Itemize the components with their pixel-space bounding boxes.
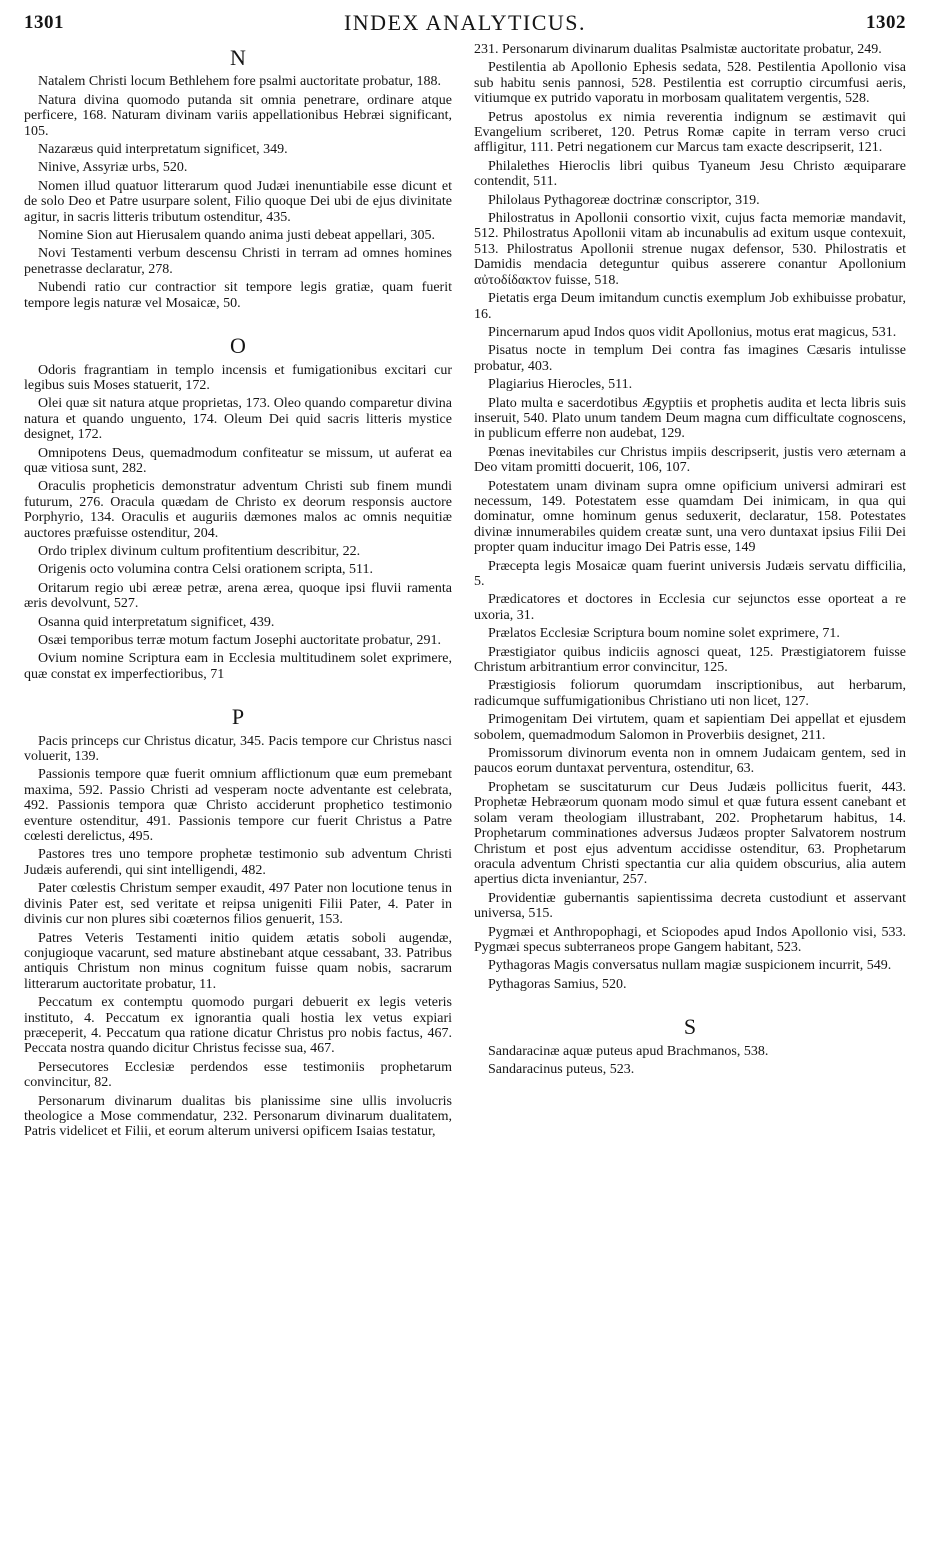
- index-entry: Odoris fragrantiam in templo incensis et fumigationibus excitari cur legibus suis Moses statuerit, 172.: [24, 362, 452, 393]
- index-entry: Pisatus nocte in templum Dei contra fas imagines Cæsaris intulisse probatur, 403.: [474, 343, 906, 374]
- index-entry: Nazaræus quid interpretatum significet, 349.: [38, 142, 288, 158]
- index-entry: Philalethes Hieroclis libri quibus Tyaneum Jesu Christo æquiparare contendit, 511.: [474, 158, 906, 190]
- index-entry: Petrus apostolus ex nimia reverentia indignum se æstimavit qui Evangelium scriberet, 120. Petrus Romæ capite in terram verso cruci affligitur, 111. Petri negationem cur Marcus tam exacte descripserit, 121.: [474, 109, 906, 156]
- section-letter: S: [683, 1014, 697, 1040]
- index-entry: Præstigiosis foliorum quorumdam inscriptionibus, aut herbarum, radicumque suffumigationibus Christiano uti non licet, 127.: [474, 678, 906, 709]
- section-gap: [474, 995, 906, 1011]
- right-column: [474, 42, 906, 1080]
- index-entry: Ordo triplex divinum cultum profitentium describitur, 22.: [38, 543, 361, 559]
- index-entry: Promissorum divinorum eventa non in omnem Judaicam gentem, sed in paucos eorum duntaxat perventura, ostenditur, 63.: [474, 746, 906, 777]
- index-entry: Pater cœlestis Christum semper exaudit, 497 Pater non locutione tenus in divinis Pater est, sed veritate et reipsa unigeniti Filii Pater, 4. Pater in divinis cur non plures sibi coæternos filios genuerit, 153.: [24, 881, 452, 928]
- index-entry: Origenis octo volumina contra Celsi orationem scripta, 511.: [38, 562, 374, 578]
- index-entry: Pietatis erga Deum imitandum cunctis exemplum Job exhibuisse probatur, 16.: [474, 291, 906, 322]
- index-entry: Pythagoras Samius, 520.: [488, 976, 627, 992]
- index-entry: Nomine Sion aut Hierusalem quando anima justi debeat appellari, 305.: [38, 228, 435, 244]
- index-entry: Præstigiator quibus indiciis agnosci queat, 125. Præstigiatorem fuisse Christum arbitrantium error convincitur, 125.: [474, 644, 906, 676]
- running-title: INDEX ANALYTICUS.: [343, 10, 587, 35]
- index-entry: Oraculis propheticis demonstratur adventum Christi sub finem mundi futurum, 276. Oracula quædam de Christo ex deorum responsis auctore Porphyrio, 134. Oraculis et auguriis dæmones malos ac omnis nequitiæ auctores præfuisse ostenditur, 204.: [24, 479, 452, 541]
- index-entry: Plato multa e sacerdotibus Ægyptiis et prophetis audita et lecta libris suis inseruit, 540. Plato unum tandem Deum magna cum difficultate cognoscens, in publicum efferre non audebat, 129.: [474, 395, 906, 442]
- index-entry: Natalem Christi locum Bethlehem fore psalmi auctoritate probatur, 188.: [38, 74, 441, 90]
- index-entry: Providentiæ gubernantis sapientissima decreta custodiunt et asservant universa, 515.: [474, 890, 906, 922]
- index-entry: Natura divina quomodo putanda sit omnia penetrare, ordinare atque perficere, 168. Naturam divinam variis appellationibus Hebræi significant, 105.: [24, 92, 452, 139]
- left-column: [24, 42, 452, 1143]
- index-entry: Persecutores Ecclesiæ perdendos esse testimoniis prophetarum convincitur, 82.: [24, 1059, 452, 1091]
- index-entry: Oritarum regio ubi æreæ petræ, arena ærea, quoque ipsi fluvii ramenta æris devolvunt, 527.: [24, 580, 452, 612]
- index-entry: Pythagoras Magis conversatus nullam magiæ suspicionem incurrit, 549.: [488, 958, 892, 974]
- section-gap: [24, 685, 452, 701]
- index-entry: Philolaus Pythagoreæ doctrinæ conscriptor, 319.: [488, 192, 760, 208]
- index-entry: Peccatum ex contemptu quomodo purgari debuerit ex legis veteris instituto, 4. Peccatum ex ignorantia quali hostia lex vetus expiari præceperit, 4. Peccatum qua ratione dicatur Christus pro nobis factus, 467. Peccata nostra quando dicitur Christus fecisse sua, 467.: [24, 995, 452, 1057]
- section-letter: N: [230, 45, 246, 70]
- index-entry: Pœnas inevitabiles cur Christus impiis descripserit, justis vero æternam a Deo vitam promitti docuerit, 106, 107.: [474, 444, 906, 476]
- index-entry: Sandaracinus puteus, 523.: [488, 1061, 635, 1077]
- index-entry: Osæi temporibus terræ motum factum Josephi auctoritate probatur, 291.: [38, 633, 442, 648]
- index-entry: Olei quæ sit natura atque proprietas, 173. Oleo quando comparetur divina natura et quando unguento, 174. Oleum Dei quid sacris litteris mystice designet, 172.: [24, 396, 452, 443]
- index-entry: Omnipotens Deus, quemadmodum confiteatur se missum, ut auferat ea quæ vitiosa sunt, 282.: [24, 445, 452, 476]
- section-letter: P: [231, 704, 245, 730]
- index-entry: Pygmæi et Anthropophagi, et Sciopodes apud Indos Apollonio visi, 533. Pygmæi specus subterraneos prope Gangem habitant, 523.: [474, 924, 906, 955]
- index-entry: Pacis princeps cur Christus dicatur, 345. Pacis tempore cur Christus nasci voluerit, 139.: [24, 733, 452, 765]
- index-entry: Pestilentia ab Apollonio Ephesis sedata, 528. Pestilentia Apollonio visa sub habitu senis pannosi, 528. Pestilentia est corruptio circumfusi aeris, vitiumque ex putrido vaporatu in morbosam qualitatem vergentis, 528.: [474, 60, 906, 107]
- index-entry: Primogenitam Dei virtutem, quam et sapientiam Dei appellat et ejusdem sobolem, quemadmodum Salomon in Proverbiis designet, 211.: [474, 712, 906, 743]
- index-entry: Plagiarius Hierocles, 511.: [488, 377, 633, 393]
- index-entry: Nomen illud quatuor litterarum quod Judæi inenuntiabile esse dicunt et de solo Deo et Patre usurpare solent, Filio quoque Dei ubi de ejus divinitate agitur, in sacris litteris tributum ostenditur, 435.: [24, 178, 452, 225]
- index-entry: Pincernarum apud Indos quos vidit Apollonius, motus erat magicus, 531.: [488, 324, 897, 340]
- index-entry: Potestatem unam divinam supra omne opificium universi admirari est necessum, 149. Potestatem esse quamdam Dei inimicam, in qua qui dominatur, omne hominum genus seduxerit, declaratur, 158. Potestates divinæ innumerabiles quidem creatæ sunt, una vero duntaxat ipsius Filii Dei propter quam inducitur imago Dei Patris esse, 149: [474, 478, 906, 556]
- index-entry: Pastores tres uno tempore prophetæ testimonio sub adventum Christi Judæis auferendi, qui sint intelligendi, 482.: [24, 847, 452, 878]
- index-entry: 231. Personarum divinarum dualitas Psalmistæ auctoritate probatur, 249.: [474, 42, 882, 57]
- index-entry: Osanna quid interpretatum significet, 439.: [38, 614, 275, 630]
- index-entry: Ninive, Assyriæ urbs, 520.: [38, 160, 188, 176]
- index-entry: Nubendi ratio cur contractior sit tempore legis gratiæ, quam fuerit tempore legis naturæ vel Mosaicæ, 50.: [24, 280, 452, 311]
- page-number-right: 1302: [866, 12, 906, 33]
- index-entry: Patres Veteris Testamenti initio quidem ætatis soboli augendæ, conjugioque vacarunt, sed mature abstinebant atque cessabant, 33. Patribus antiquis Christum non minus cognitum fuisse quam nobis, sacrarum litterarum auctoritate probatur, 11.: [24, 930, 452, 992]
- index-entry: Prælatos Ecclesiæ Scriptura boum nomine solet exprimere, 71.: [488, 626, 840, 642]
- running-header: [24, 8, 906, 42]
- section-gap: [24, 314, 452, 330]
- index-entry: Præcepta legis Mosaicæ quam fuerint universis Judæis servatu difficilia, 5.: [474, 558, 906, 589]
- index-entry: Novi Testamenti verbum descensu Christi in terram ad omnes homines penetrasse declaratur, 278.: [24, 246, 452, 277]
- index-entry: Prophetam se suscitaturum cur Deus Judæis pollicitus fuerit, 443. Prophetæ Hebræorum quonam modo simul et quæ futura essent canebant et solam veram theologiam illustrabant, 202. Prophetarum habitus, 14. Prophetarum comminationes adversus Judæos propter Salvatorem nostrum Christum et post ejus adventum accidisse ostenditur, 63. Prophetarum oracula adventum Christi spectantia cur alia quidem obscurius, alia autem apertius dicta inveniantur, 257.: [474, 779, 906, 888]
- index-entry: Personarum divinarum dualitas bis planissime sine ullis involucris theologice a Mose commendatur, 232. Personarum divinarum dualitatem, Patris videlicet et Filii, et eorum alterum universi opificem Isaias testatur,: [24, 1093, 452, 1140]
- index-entry: Sandaracinæ aquæ puteus apud Brachmanos, 538.: [488, 1043, 769, 1059]
- page-number-left: 1301: [24, 12, 64, 33]
- index-entry: Ovium nomine Scriptura eam in Ecclesia multitudinem solet exprimere, quæ constat ex imperfectioribus, 71: [24, 651, 452, 682]
- index-entry: Passionis tempore quæ fuerit omnium afflictionum quæ eum premebant maxima, 592. Passio Christi ad vesperam nocte adventante est celebrata, 492. Passionis tempora quæ Christo acciderunt prophetico testimonio eventure ostenditur, 491. Passionis tempore cur fuerit Christus a Patre cœlesti derelictus, 495.: [24, 767, 452, 845]
- index-entry: Philostratus in Apollonii consortio vixit, cujus facta memoriæ mandavit, 512. Philostratus Apollonii vitam ab incunabulis ad exitum usque contexuit, 513. Philostratus Apollonii strenue nugax defensor, 530. Philostratis et Damidis mendacia deteguntur quibus asserere conantur Apollonium αὐτοδίδακτον fuisse, 518.: [474, 211, 906, 288]
- section-letter: O: [230, 333, 246, 359]
- index-entry: Prædicatores et doctores in Ecclesia cur sejunctos esse oporteat a re uxoria, 31.: [474, 592, 906, 623]
